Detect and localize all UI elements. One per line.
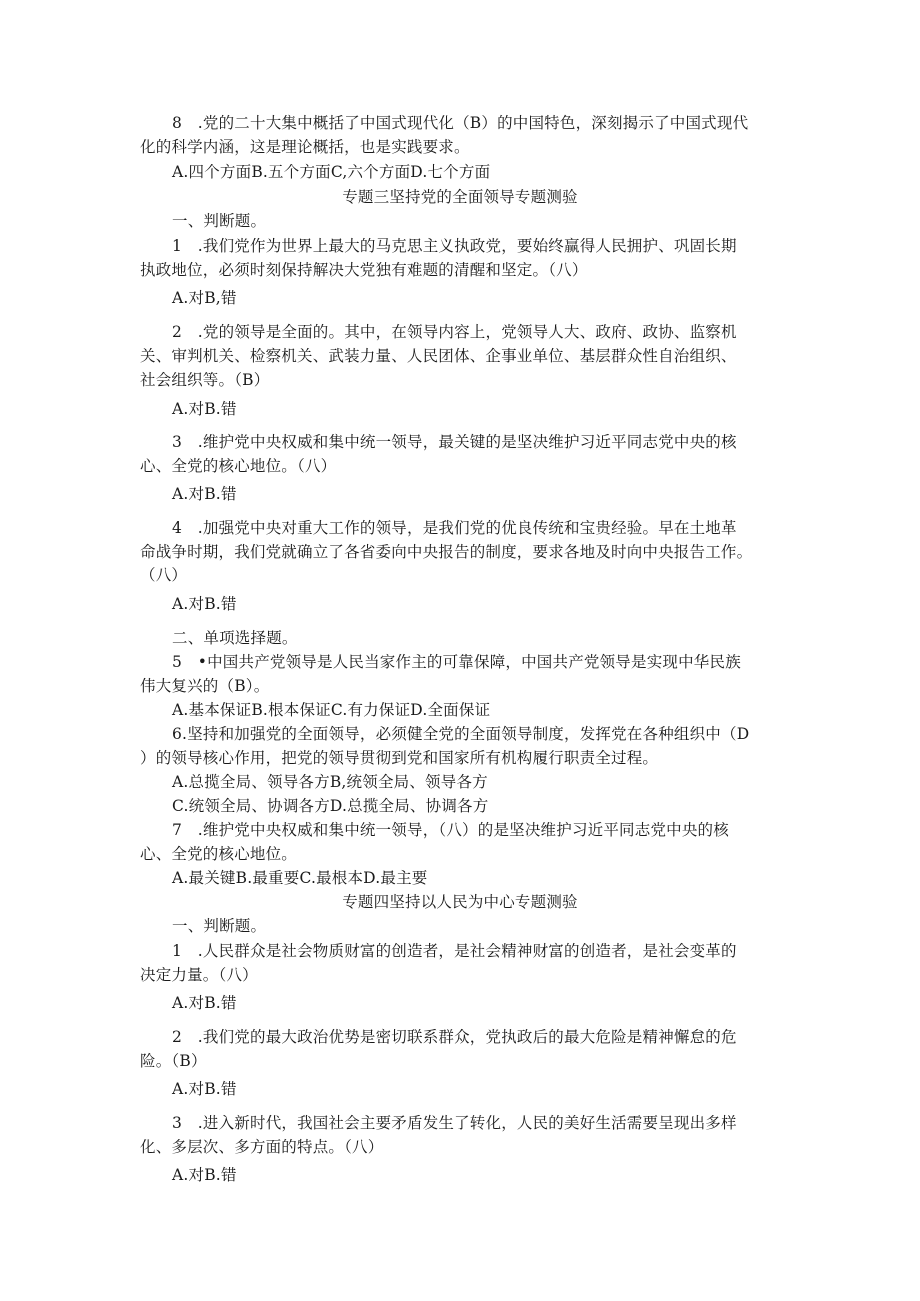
single-choice-heading: 二、单项选择题。 bbox=[172, 629, 298, 647]
s3-q5-line2: 伟大复兴的（B）。 bbox=[140, 677, 270, 695]
q8-stem-line1: 8 .党的二十大集中概括了中国式现代化（B）的中国特色，深刻揭示了中国式现代 bbox=[172, 114, 749, 132]
section-title-4: 专题四坚持以人民为中心专题测验 bbox=[342, 893, 578, 911]
s3-q3-line1: 3 .维护党中央权威和集中统一领导，最关键的是坚决维护习近平同志党中央的核 bbox=[172, 433, 737, 451]
s3-q2-line1: 2 .党的领导是全面的。其中，在领导内容上，党领导人大、政府、政协、监察机 bbox=[172, 323, 737, 341]
s3-q2-line3: 社会组织等。（B） bbox=[140, 371, 270, 389]
s3-q3-line2: 心、全党的核心地位。（八） bbox=[140, 457, 337, 475]
s4-q3-line2: 化、多层次、多方面的特点。（八） bbox=[140, 1138, 384, 1156]
section-title-3: 专题三坚持党的全面领导专题测验 bbox=[342, 188, 578, 206]
s3-q2-line2: 关、审判机关、检察机关、武装力量、人民团体、企事业单位、基层群众性自治组织、 bbox=[140, 347, 737, 365]
s3-q1-line2: 执政地位，必须时刻保持解决大党独有难题的清醒和坚定。（八） bbox=[140, 261, 588, 279]
s4-q1-options: A.对B.错 bbox=[172, 994, 237, 1012]
s4-q2-line1: 2 .我们党的最大政治优势是密切联系群众，党执政后的最大危险是精神懈怠的危 bbox=[172, 1028, 737, 1046]
s3-q1-line1: 1 .我们党作为世界上最大的马克思主义执政党，要始终赢得人民拥护、巩固长期 bbox=[172, 237, 737, 255]
s3-q1-options: A.对B,错 bbox=[172, 289, 237, 307]
s3-q5-options: A.基本保证B.根本保证C.有力保证D.全面保证 bbox=[172, 701, 491, 719]
s4-q3-line1: 3 .进入新时代，我国社会主要矛盾发生了转化，人民的美好生活需要呈现出多样 bbox=[172, 1114, 737, 1132]
s4-q3-options: A.对B.错 bbox=[172, 1166, 237, 1184]
s3-q4-line2: 命战争时期，我们党就确立了各省委向中央报告的制度，要求各地及时向中央报告工作。 bbox=[140, 543, 753, 561]
q8-options: A.四个方面B.五个方面C,六个方面D.七个方面 bbox=[172, 163, 491, 181]
s3-q3-options: A.对B.错 bbox=[172, 485, 237, 503]
s3-q4-line1: 4 .加强党中央对重大工作的领导，是我们党的优良传统和宝贵经验。早在土地革 bbox=[172, 519, 737, 537]
s4-judgment-heading: 一、判断题。 bbox=[172, 917, 267, 935]
s3-q6-line1: 6.坚持和加强党的全面领导，必须健全党的全面领导制度，发挥党在各种组织中（D bbox=[172, 725, 750, 743]
s3-q2-options: A.对B.错 bbox=[172, 400, 237, 418]
s3-q7-line1: 7 .维护党中央权威和集中统一领导，（八）的是坚决维护习近平同志党中央的核 bbox=[172, 821, 729, 839]
s4-q2-line2: 险。（B） bbox=[140, 1052, 207, 1070]
s3-q5-line1: 5 •中国共产党领导是人民当家作主的可靠保障，中国共产党领导是实现中华民族 bbox=[172, 653, 741, 671]
s3-q6-options-cd: C.统领全局、协调各方D.总揽全局、协调各方 bbox=[172, 797, 489, 815]
s4-q2-options: A.对B.错 bbox=[172, 1080, 237, 1098]
s3-q7-options: A.最关键B.最重要C.最根本D.最主要 bbox=[172, 869, 428, 887]
s3-q6-line2: ）的领导核心作用，把党的领导贯彻到党和国家所有机构履行职责全过程。 bbox=[140, 749, 659, 767]
s3-q4-line3: （八） bbox=[140, 566, 188, 584]
q8-stem-line2: 化的科学内涵，这是理论概括，也是实践要求。 bbox=[140, 138, 470, 156]
s3-q6-options-ab: A.总揽全局、领导各方B,统领全局、领导各方 bbox=[172, 773, 488, 791]
s3-q4-options: A.对B.错 bbox=[172, 595, 237, 613]
judgment-heading: 一、判断题。 bbox=[172, 212, 267, 230]
s4-q1-line2: 决定力量。（八） bbox=[140, 966, 258, 984]
s4-q1-line1: 1 .人民群众是社会物质财富的创造者，是社会精神财富的创造者，是社会变革的 bbox=[172, 942, 737, 960]
s3-q7-line2: 心、全党的核心地位。 bbox=[140, 845, 298, 863]
